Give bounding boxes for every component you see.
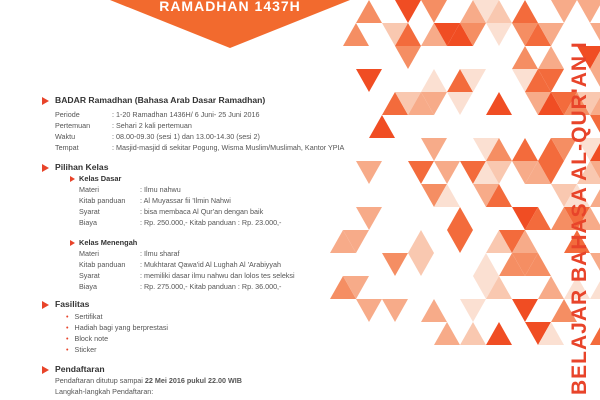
vertical-title: BELAJAR BAHASA AL-QUR'AN I xyxy=(568,41,591,395)
badar-label: Pertemuan xyxy=(55,121,91,130)
dasar-label: Materi xyxy=(79,185,99,194)
pendaftaran-title: Pendaftaran xyxy=(55,364,105,374)
dasar-label: Biaya xyxy=(79,218,97,227)
badar-value: : Sehari 2 kali pertemuan xyxy=(112,121,192,130)
decor-triangle xyxy=(538,276,564,299)
decor-triangle xyxy=(473,253,499,276)
deadline-prefix: Pendaftaran ditutup sampai xyxy=(55,376,143,385)
decor-triangle xyxy=(512,299,538,322)
decor-triangle xyxy=(460,322,486,345)
menengah-value: : memiliki dasar ilmu nahwu dan lolos tes seleksi xyxy=(140,271,295,280)
pendaftaran-deadline xyxy=(55,376,242,385)
dasar-value: : bisa membaca Al Qur'an dengan baik xyxy=(140,207,264,216)
pilihan-title: Pilihan Kelas xyxy=(55,162,109,172)
menengah-value: : Rp. 275.000,- Kitab panduan : Rp. 36.000,- xyxy=(140,282,282,291)
dasar-value: : Al Muyassar fii 'Ilmin Nahwi xyxy=(140,196,231,205)
badar-label: Waktu xyxy=(55,132,76,141)
fasilitas-item: • Block note xyxy=(66,334,108,343)
dasar-value: : Rp. 250.000,- Kitab panduan : Rp. 23.000,- xyxy=(140,218,282,227)
decor-triangle xyxy=(460,299,486,322)
menengah-label: Syarat xyxy=(79,271,100,280)
deadline-date: 22 Mei 2016 pukul 22.00 WIB xyxy=(144,376,242,385)
section-bullet-icon xyxy=(42,164,49,172)
badar-label: Tempat xyxy=(55,143,79,152)
fasilitas-item: • Sticker xyxy=(66,345,97,354)
decor-triangle xyxy=(512,46,538,69)
badar-label: Periode xyxy=(55,110,80,119)
decor-triangle xyxy=(551,0,577,23)
dasar-label: Kitab panduan xyxy=(79,196,126,205)
fasilitas-item: • Hadiah bagi yang berprestasi xyxy=(66,323,168,332)
menengah-value: : Mukhtarat Qawa'id Al Lughah Al 'Arabiyyah xyxy=(140,260,281,269)
subsection-bullet-icon xyxy=(70,176,75,182)
badar-value: : 1-20 Ramadhan 1436H/ 6 Juni- 25 Juni 2016 xyxy=(112,110,260,119)
kelas-dasar-title: Kelas Dasar xyxy=(79,174,122,183)
decor-triangle xyxy=(577,0,600,23)
decor-triangle xyxy=(486,92,512,115)
menengah-value: : Ilmu sharaf xyxy=(140,249,180,258)
decor-triangle xyxy=(512,0,538,23)
menengah-label: Biaya xyxy=(79,282,97,291)
decor-triangle xyxy=(486,322,512,345)
decor-triangle xyxy=(486,23,512,46)
decor-triangle xyxy=(512,138,538,161)
dasar-value: : Ilmu nahwu xyxy=(140,185,181,194)
fasilitas-title: Fasilitas xyxy=(55,299,90,309)
section-bullet-icon xyxy=(42,301,49,309)
dasar-label: Syarat xyxy=(79,207,100,216)
badar-value: : Masjid-masjid di sekitar Pogung, Wisma Muslim/Muslimah, Kantor YPIA xyxy=(112,143,345,152)
badar-value: : 08.00-09.30 (sesi 1) dan 13.00-14.30 (sesi 2) xyxy=(112,132,260,141)
section-bullet-icon xyxy=(42,366,49,374)
menengah-label: Kitab panduan xyxy=(79,260,126,269)
menengah-label: Materi xyxy=(79,249,99,258)
decor-triangle xyxy=(538,46,564,69)
banner-title: RAMADHAN 1437H xyxy=(159,0,301,14)
badar-title: BADAR Ramadhan (Bahasa Arab Dasar Ramadhan) xyxy=(55,95,266,105)
kelas-menengah-title: Kelas Menengah xyxy=(79,238,138,247)
subsection-bullet-icon xyxy=(70,240,75,246)
section-bullet-icon xyxy=(42,97,49,105)
fasilitas-item: • Sertifikat xyxy=(66,312,103,321)
pendaftaran-steps-label: Langkah-langkah Pendaftaran: xyxy=(55,387,154,396)
